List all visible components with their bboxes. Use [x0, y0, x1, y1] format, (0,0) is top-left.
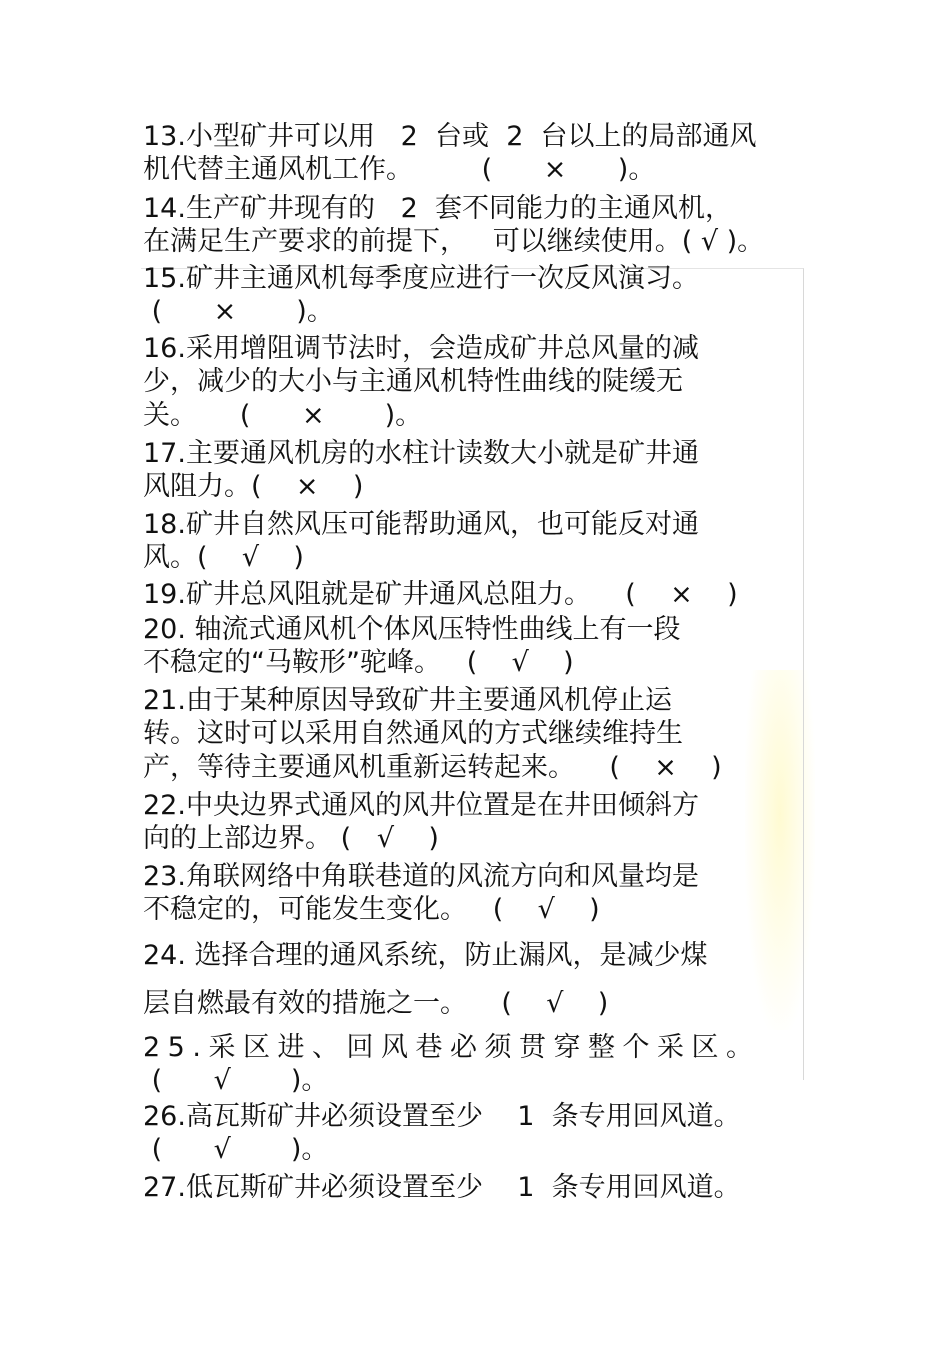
- q14-line-1: 14.生产矿井现有的 2 套不同能力的主通风机，: [143, 193, 733, 224]
- q21-line-1: 21.由于某种原因导致矿井主要通风机停止运: [143, 685, 672, 716]
- q23-line-2: 不稳定的，可能发生变化。 ( √ ): [143, 894, 600, 925]
- q18-line-1: 18.矿井自然风压可能帮助通风，也可能反对通: [143, 509, 699, 540]
- q15-line-2: ( × )。: [143, 296, 334, 327]
- q26-line-2: ( √ )。: [143, 1134, 329, 1165]
- q16-line-2: 少，减少的大小与主通风机特性曲线的陡缓无: [143, 366, 683, 397]
- q16-line-3: 关。 ( × )。: [143, 400, 423, 431]
- q21-line-3: 产，等待主要通风机重新运转起来。 ( × ): [143, 752, 722, 783]
- q13-line-1: 13.小型矿井可以用 2 台或 2 台以上的局部通风: [143, 121, 757, 152]
- q13-line-2: 机代替主通风机工作。 ( × )。: [143, 154, 656, 185]
- q21-line-2: 转。这时可以采用自然通风的方式继续维持生: [143, 718, 683, 749]
- page-stain: [745, 670, 815, 1030]
- q15-line-1: 15.矿井主通风机每季度应进行一次反风演习。: [143, 263, 699, 294]
- q16-line-1: 16.采用增阻调节法时，会造成矿井总风量的减: [143, 333, 699, 364]
- q20-line-2: 不稳定的“马鞍形”驼峰。 ( √ ): [143, 647, 574, 678]
- q18-line-2: 风。( √ ): [143, 542, 304, 573]
- q22-line-1: 22.中央边界式通风的风井位置是在井田倾斜方: [143, 790, 699, 821]
- q24-line-1: 24. 选择合理的通风系统，防止漏风，是减少煤: [143, 940, 708, 971]
- q26-line-1: 26.高瓦斯矿井必须设置至少 1 条专用回风道。: [143, 1101, 741, 1132]
- q14-line-2: 在满足生产要求的前提下， 可以继续使用。( √ )。: [143, 226, 765, 257]
- q23-line-1: 23.角联网络中角联巷道的风流方向和风量均是: [143, 861, 699, 892]
- q27-line-1: 27.低瓦斯矿井必须设置至少 1 条专用回风道。: [143, 1172, 741, 1203]
- q22-line-2: 向的上部边界。 ( √ ): [143, 823, 439, 854]
- q17-line-2: 风阻力。( × ): [143, 471, 364, 502]
- q24-line-2: 层自燃最有效的措施之一。 ( √ ): [143, 988, 609, 1019]
- q25-line-2: ( √ )。: [143, 1065, 329, 1096]
- q19-line-1: 19.矿井总风阻就是矿井通风总阻力。 ( × ): [143, 579, 738, 610]
- q17-line-1: 17.主要通风机房的水柱计读数大小就是矿井通: [143, 438, 699, 469]
- q20-line-1: 20. 轴流式通风机个体风压特性曲线上有一段: [143, 614, 681, 645]
- q25-line-1: 25.采区进、回风巷必须贯穿整个采区。: [143, 1032, 761, 1063]
